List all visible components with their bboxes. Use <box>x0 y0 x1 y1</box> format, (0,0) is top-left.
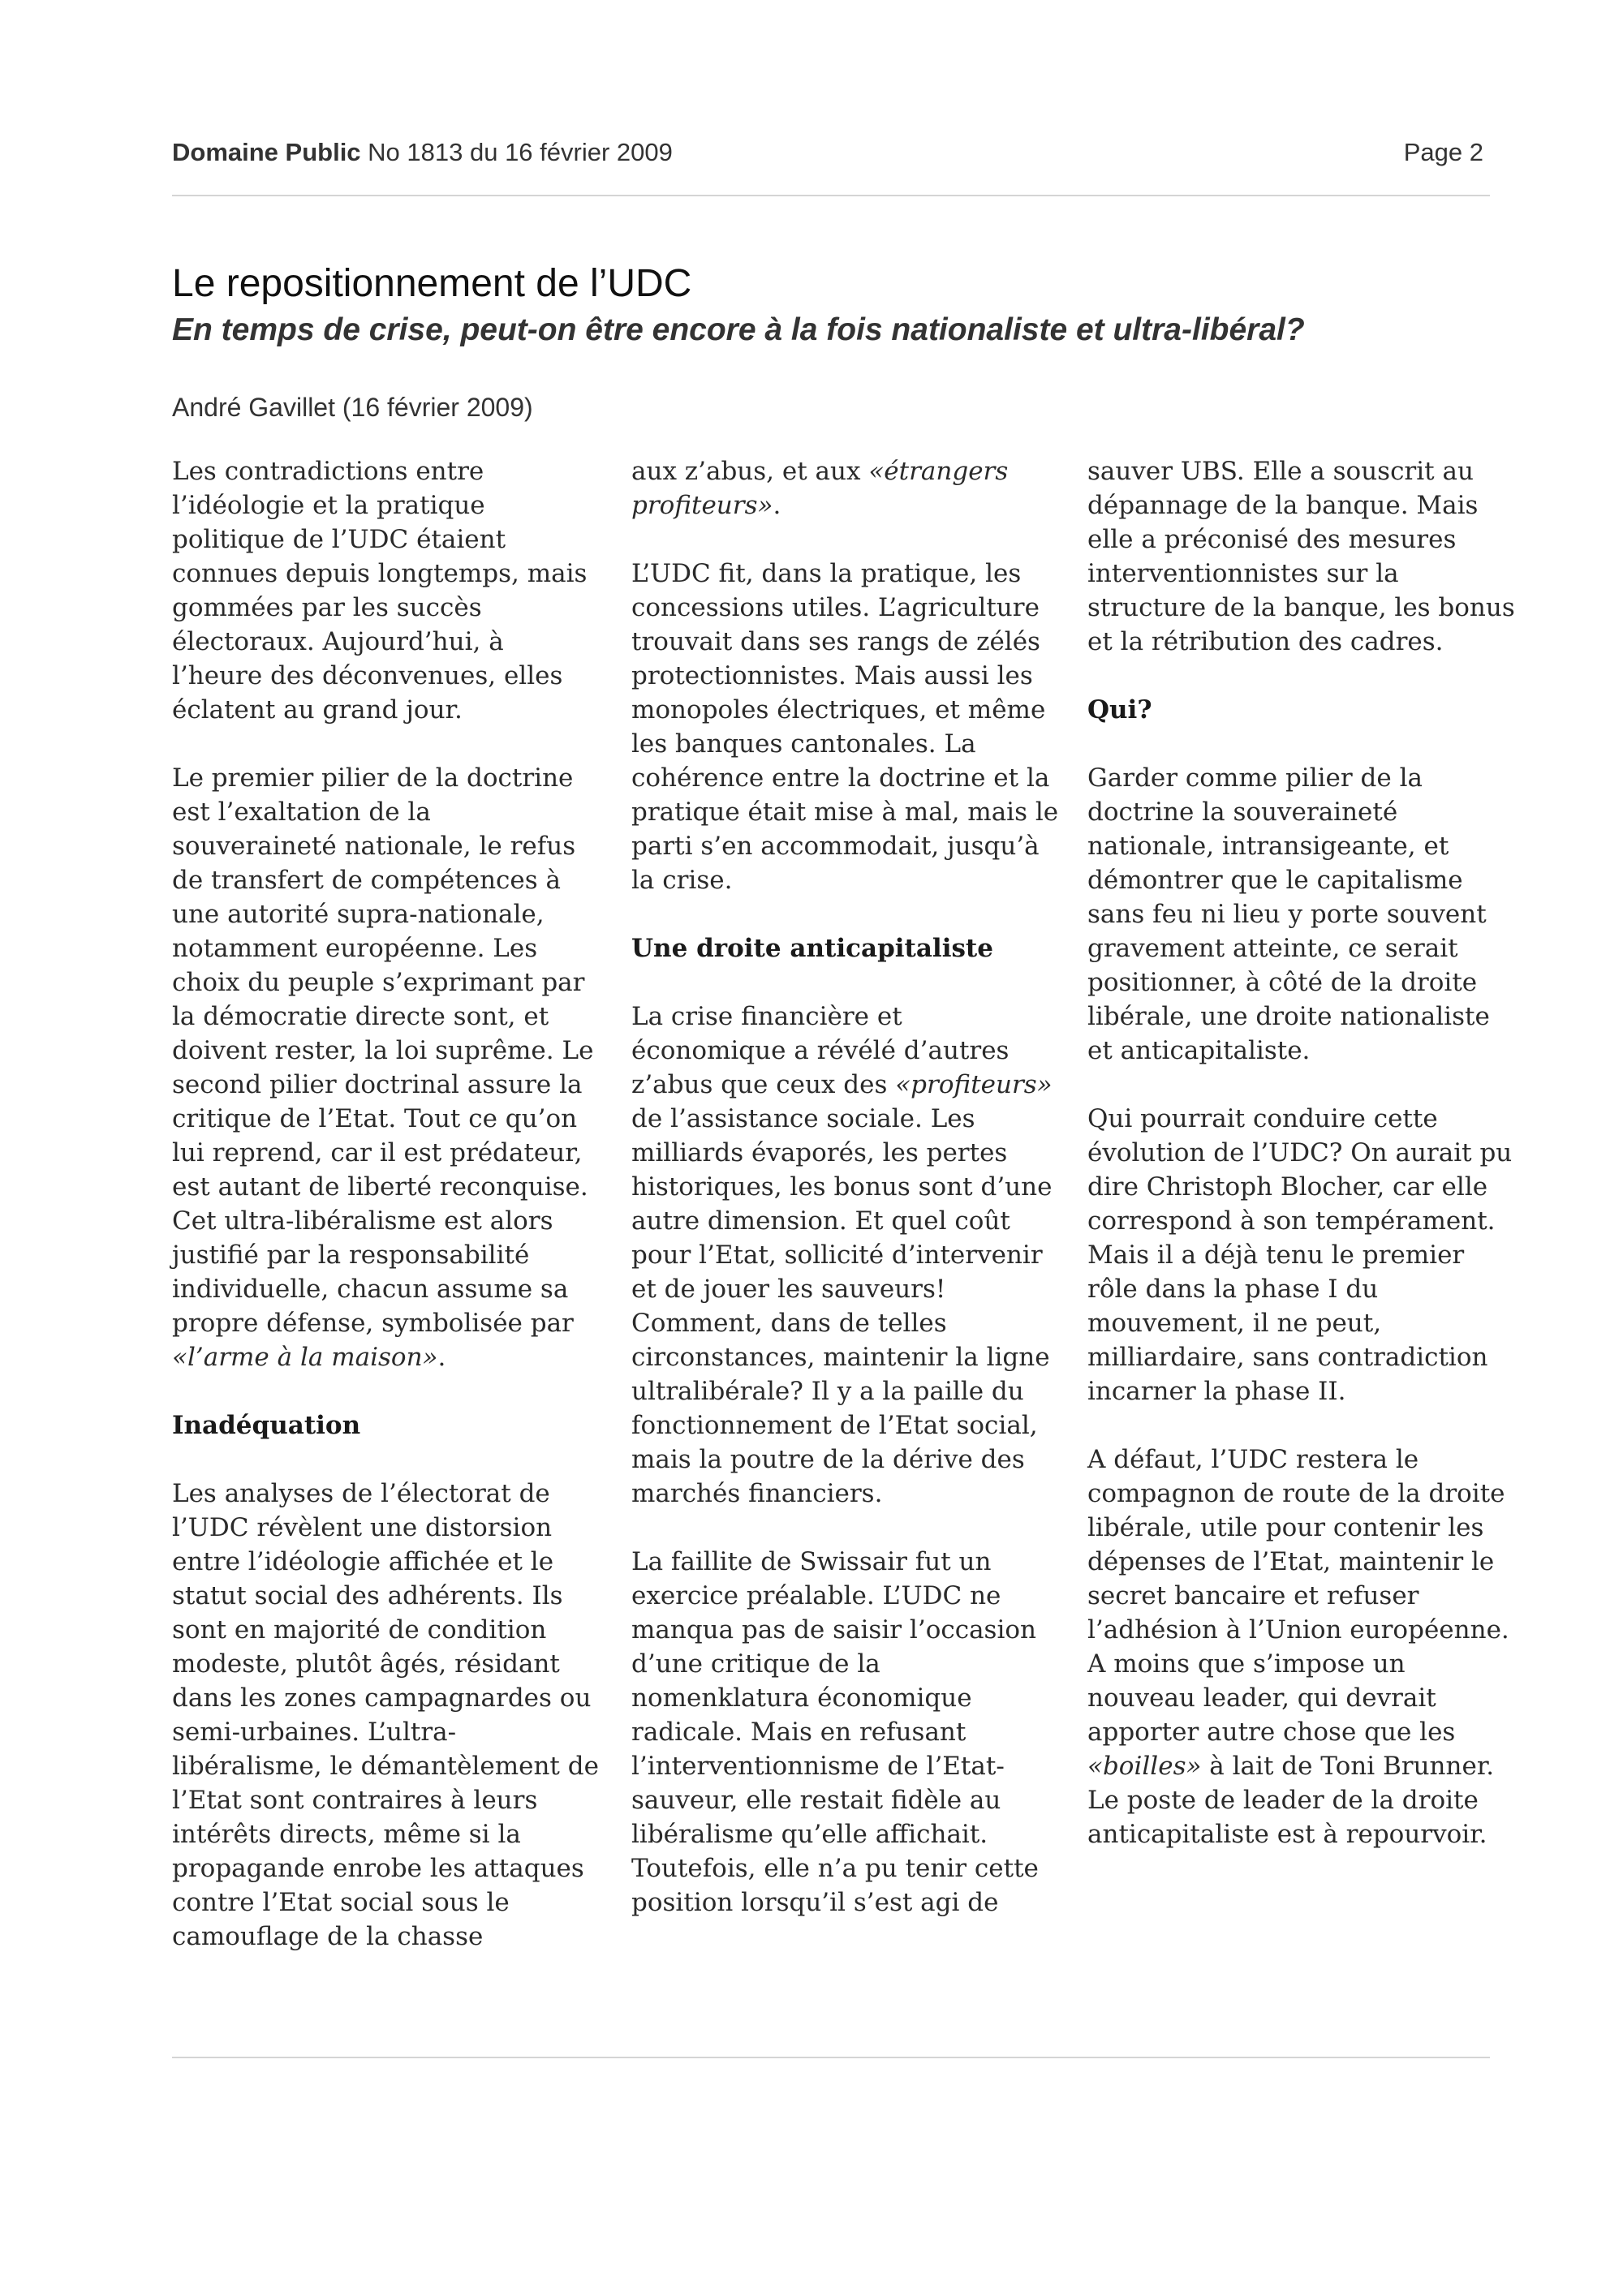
paragraph: L’UDC fit, dans la pratique, les concessions utiles. L’agriculture trouvait dans ses rangs de zélés protectionnistes. Mais aussi les monopoles électriques, et même les banques cantonales. La cohérence entre la doctrine et la pratique était mise à mal, mais le parti s’en accommodait, jusqu’à la crise. <box>631 559 1059 895</box>
paragraph-text: Le premier pilier de la doctrine est l’exaltation de la souveraineté nationale, le refus de transfert de compétences à une autorité supra-nationale, notamment européenne. Les choix du peuple s’exprimant par la démocratie directe sont, et doivent rester, la loi suprême. Le second pilier doctrinal assure la critique de l’Etat. Tout ce qu’on lui reprend, car il est prédateur, est autant de liberté reconquise. Cet ultra-libéralisme est alors justifié par la responsabilité individuelle, chacun assume sa propre défense, symbolisée par <box>172 763 594 1338</box>
article-column-1 <box>172 454 601 1954</box>
paragraph-emphasis: «profiteurs» <box>895 1070 1053 1099</box>
paragraph-emphasis: «boilles» <box>1087 1752 1202 1781</box>
paragraph-emphasis: «l’arme à la maison» <box>172 1343 438 1372</box>
paragraph-text-part2: sauver UBS. Elle a souscrit au dépannage de la banque. Mais elle a préconisé des mesures interventionnistes sur la structure de la banque, les bonus et la rétribution des cadres. <box>1087 457 1515 656</box>
article-subtitle: En temps de crise, peut-on être encore à la fois nationaliste et ultra-libéral? <box>172 312 1305 347</box>
paragraph <box>1087 1443 1516 1851</box>
paragraph-text: . <box>773 491 781 520</box>
footer-divider <box>172 2057 1490 2058</box>
header-divider <box>172 195 1490 196</box>
section-heading-qui: Qui? <box>1087 695 1152 724</box>
paragraph-text: de l’assistance sociale. Les milliards évaporés, les pertes historiques, les bonus sont d’une autre dimension. Et quel coût pour l’Etat, sollicité d’intervenir et de jouer les sauveurs! Comment, dans de telles circonstances, maintenir la ligne ultralibérale? Il y a la paille du fonctionnement de l’Etat social, mais la poutre de la dérive des marchés financiers. <box>631 1104 1053 1508</box>
continued-text: aux z’abus, et aux <box>631 457 869 486</box>
paragraph-text: A défaut, l’UDC restera le compagnon de route de la droite libérale, utile pour contenir les dépenses de l’Etat, maintenir le secret bancaire et refuser l’adhésion à l’Union européenne. A moins que s’impose un nouveau leader, qui devrait apporter autre chose que les <box>1087 1445 1509 1747</box>
section-heading-inadequation: Inadéquation <box>172 1411 361 1440</box>
paragraph: Les contradictions entre l’idéologie et la pratique politique de l’UDC étaient connues depuis longtemps, mais gommées par les succès électoraux. Aujourd’hui, à l’heure des déconvenues, elles éclatent au grand jour. <box>172 457 588 724</box>
paragraph-continued <box>631 454 1060 522</box>
paragraph <box>631 1000 1060 1511</box>
article-title: Le repositionnement de l’UDC <box>172 262 692 305</box>
paragraph-text: Les analyses de l’électorat de l’UDC révèlent une distorsion entre l’idéologie affichée et le statut social des adhérents. Ils sont en majorité de condition modeste, plutôt âgés, résidant dans les zones campagnardes ou semi-urbaines. L’ultra-libéralisme, le démantèlement de l’Etat sont contraires à leurs intérêts directs, même si la propagande enrobe les attaques contre l’Etat social sous le camouflage de la chasse <box>172 1479 599 1951</box>
paragraph <box>172 1477 601 1954</box>
article-byline: André Gavillet (16 février 2009) <box>172 393 533 422</box>
publication-name: Domaine Public <box>172 138 361 166</box>
article-column-3 <box>1087 454 1516 1851</box>
page-header <box>172 132 1490 173</box>
page-number: Page 2 <box>1403 138 1483 166</box>
paragraph-text: . <box>437 1343 446 1372</box>
paragraph-text: à lait de Toni Brunner. Le poste de leader de la droite anticapitaliste est à repourvoir. <box>1087 1752 1495 1849</box>
paragraph <box>172 761 601 1374</box>
paragraph-continued <box>1087 454 1516 659</box>
paragraph-emphasis: «étrangers profiteurs» <box>631 457 1009 520</box>
paragraph: Qui pourrait conduire cette évolution de l’UDC? On aurait pu dire Christoph Blocher, car elle correspond à son tempérament. Mais il a déjà tenu le premier rôle dans la phase I du mouvement, il ne peut, milliardaire, sans contradiction incarner la phase II. <box>1087 1104 1513 1406</box>
paragraph-text: La crise financière et économique a révélé d’autres z’abus que ceux des <box>631 1002 1010 1099</box>
paragraph <box>631 1545 1060 1920</box>
article-column-2 <box>631 454 1060 1920</box>
paragraph-text-part1: La faillite de Swissair fut un exercice préalable. L’UDC ne manqua pas de saisir l’occasion d’une critique de la nomenklatura économique radicale. Mais en refusant l’interventionnisme de l’Etat-sauveur, elle restait fidèle au libéralisme qu’elle affichait. Toutefois, elle n’a pu tenir cette position lorsqu’il s’est agi de <box>631 1547 1039 1917</box>
issue-info: No 1813 du 16 février 2009 <box>360 138 673 166</box>
section-heading-droite-anticapitaliste: Une droite anticapitaliste <box>631 934 993 963</box>
paragraph: Garder comme pilier de la doctrine la souveraineté nationale, intransigeante, et démontrer que le capitalisme sans feu ni lieu y porte souvent gravement atteinte, ce serait positionner, à côté de la droite libérale, une droite nationaliste et anticapitaliste. <box>1087 763 1490 1065</box>
